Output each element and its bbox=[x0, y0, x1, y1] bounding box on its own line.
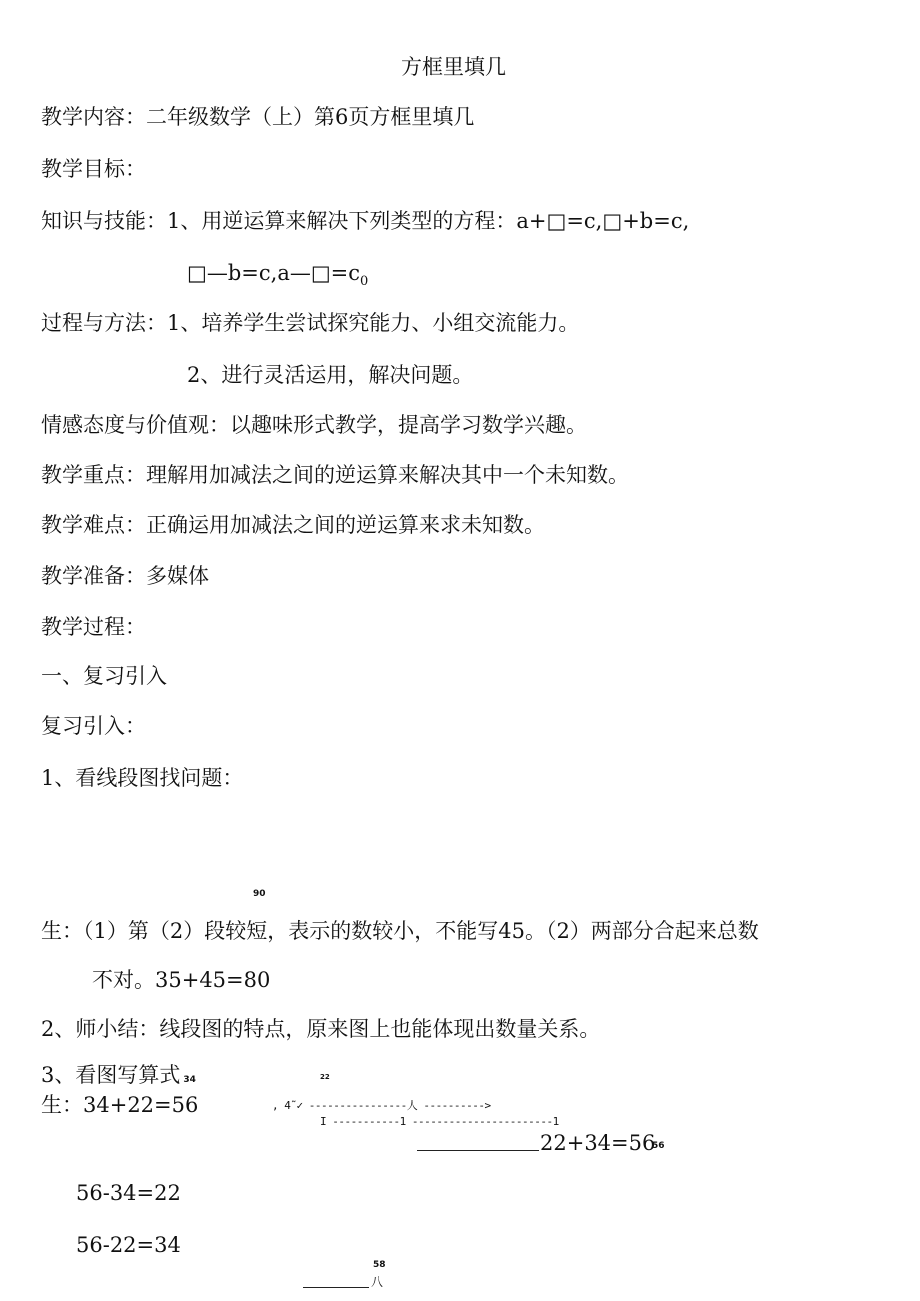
segment-diagram-bottom: I -----------1 -----------------------1 bbox=[320, 1115, 559, 1128]
goals-heading: 教学目标： bbox=[41, 157, 146, 181]
section-one-heading: 一、复习引入 bbox=[41, 664, 167, 688]
student-answer-line-1: 生：（1）第（2）段较短，表示的数较小，不能写45。（2）两部分合起来总数 bbox=[41, 919, 759, 943]
teaching-content: 教学内容：二年级数学（上）第6页方框里填几 bbox=[41, 105, 475, 129]
process-method-line-1: 过程与方法：1、培养学生尝试探究能力、小组交流能力。 bbox=[41, 311, 580, 335]
diagram-label-22: 22 bbox=[320, 1073, 330, 1081]
student-answer-line-2: 不对。35+45=80 bbox=[92, 968, 271, 992]
attitude-values: 情感态度与价值观：以趣味形式教学，提高学习数学兴趣。 bbox=[41, 413, 587, 437]
bottom-blank-line bbox=[303, 1287, 369, 1288]
step-3-text: 3、看图写算式 bbox=[41, 1063, 181, 1087]
step-2: 2、师小结：线段图的特点，原来图上也能体现出数量关系。 bbox=[41, 1017, 601, 1041]
page-title: 方框里填几 bbox=[401, 55, 506, 79]
skills-line-2-text: □—b=c,a—□=c bbox=[187, 261, 361, 285]
process-method-line-2: 2、进行灵活运用，解决问题。 bbox=[187, 363, 474, 387]
preparation: 教学准备：多媒体 bbox=[41, 564, 209, 588]
bottom-mark: 八 bbox=[371, 1275, 383, 1289]
process-heading: 教学过程： bbox=[41, 615, 146, 639]
diagram-label-34: 34 bbox=[183, 1075, 196, 1085]
skills-line-2 bbox=[187, 260, 368, 295]
equation-4: 56-22=34 bbox=[76, 1233, 181, 1257]
equation-3: 56-34=22 bbox=[76, 1181, 181, 1205]
skills-line-1: 知识与技能：1、用逆运算来解决下列类型的方程：a+□=c,□+b=c, bbox=[41, 209, 690, 233]
student-equation: 生：34+22=56 bbox=[41, 1093, 199, 1117]
step-3 bbox=[41, 1062, 196, 1093]
diagram-label-90: 90 bbox=[253, 889, 266, 899]
skills-line-2-subscript: 0 bbox=[360, 274, 369, 290]
review-heading: 复习引入： bbox=[41, 714, 146, 738]
difficulty-point: 教学难点：正确运用加减法之间的逆运算来求未知数。 bbox=[41, 513, 545, 537]
equation-2: 22+34=56 bbox=[540, 1131, 656, 1155]
answer-blank-line bbox=[417, 1150, 539, 1151]
segment-diagram-top: , 4˜✓ ----------------人 ----------> bbox=[272, 1099, 491, 1112]
diagram-label-58: 58 bbox=[373, 1260, 386, 1270]
step-1: 1、看线段图找问题： bbox=[41, 766, 244, 790]
diagram-label-56: 56 bbox=[652, 1141, 665, 1151]
key-point: 教学重点：理解用加减法之间的逆运算来解决其中一个未知数。 bbox=[41, 463, 629, 487]
